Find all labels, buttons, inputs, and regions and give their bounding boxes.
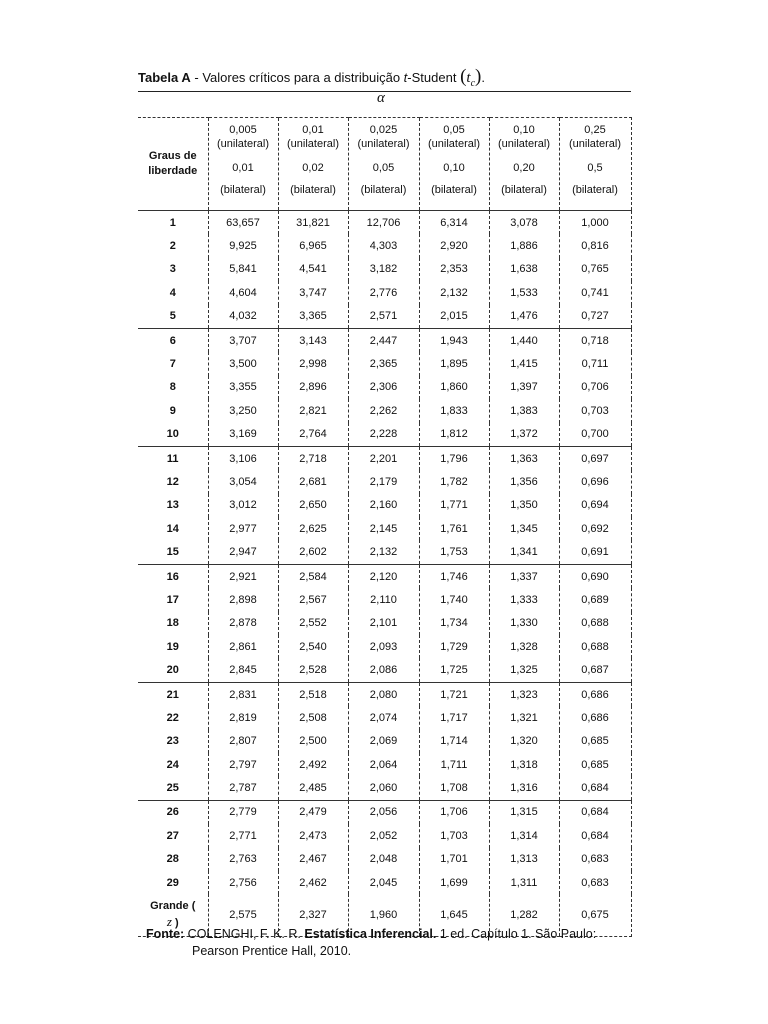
unilateral-label: (unilateral): [357, 138, 410, 150]
critical-value-cell: 1,895: [419, 352, 489, 375]
critical-value-cell: 2,821: [278, 399, 348, 422]
critical-value-cell: 0,696: [559, 470, 631, 493]
critical-value-cell: 0,711: [559, 352, 631, 375]
critical-value-cell: 1,415: [489, 352, 559, 375]
critical-value-cell: 0,718: [559, 328, 631, 352]
critical-value-cell: 2,132: [419, 281, 489, 304]
alpha-column-header: [559, 118, 631, 211]
alpha-bilateral-value: 0,5: [587, 162, 603, 174]
table-row: [138, 352, 631, 375]
critical-value-cell: 1,638: [489, 258, 559, 281]
critical-value-cell: 9,925: [208, 234, 278, 257]
critical-value-cell: 0,684: [559, 824, 631, 847]
critical-value-cell: 2,567: [278, 588, 348, 611]
df-cell: 10: [166, 428, 179, 441]
critical-value-cell: 1,318: [489, 753, 559, 776]
alpha-column-header: [348, 118, 419, 211]
table-row: [138, 517, 631, 540]
table-row: [138, 376, 631, 399]
critical-value-cell: 31,821: [278, 211, 348, 235]
critical-value-cell: 2,132: [348, 540, 419, 564]
critical-value-cell: 2,052: [348, 824, 419, 847]
critical-value-cell: 2,797: [208, 753, 278, 776]
large-label-close: ): [174, 917, 179, 930]
critical-value-cell: 3,747: [278, 281, 348, 304]
critical-value-cell: 0,691: [559, 540, 631, 564]
alpha-column-header: [208, 118, 278, 211]
critical-value-cell: 2,145: [348, 517, 419, 540]
critical-value-cell: 4,032: [208, 305, 278, 329]
table-row: [138, 328, 631, 352]
critical-value-cell: 2,060: [348, 776, 419, 800]
critical-value-cell: 1,960: [348, 894, 419, 937]
critical-value-cell: 1,321: [489, 706, 559, 729]
critical-value-cell: 1,320: [489, 730, 559, 753]
alpha-bilateral-value: 0,05: [372, 162, 395, 174]
critical-value-cell: 3,707: [208, 328, 278, 352]
bilateral-label: (bilateral): [290, 184, 336, 196]
alpha-unilateral-value: 0,05: [443, 124, 465, 136]
critical-value-cell: 2,508: [278, 706, 348, 729]
df-cell: 20: [166, 664, 179, 677]
critical-value-cell: 1,701: [419, 848, 489, 871]
critical-value-cell: 2,718: [278, 446, 348, 470]
critical-value-cell: 1,714: [419, 730, 489, 753]
critical-value-cell: 1,323: [489, 682, 559, 706]
critical-value-cell: 3,250: [208, 399, 278, 422]
critical-value-cell: 2,228: [348, 423, 419, 447]
critical-value-cell: 0,692: [559, 517, 631, 540]
unilateral-label: (unilateral): [217, 138, 269, 150]
alpha-bilateral-value: 0,01: [232, 162, 254, 174]
critical-value-cell: 1,734: [419, 612, 489, 635]
critical-value-cell: 2,485: [278, 776, 348, 800]
df-cell: 21: [138, 682, 208, 706]
critical-value-cell: 0,686: [559, 682, 631, 706]
table-row: [138, 658, 631, 682]
critical-value-cell: 2,064: [348, 753, 419, 776]
df-cell: 29: [166, 876, 179, 889]
critical-value-cell: 0,686: [559, 706, 631, 729]
caption-label: Tabela A: [138, 70, 191, 85]
critical-value-cell: 1,740: [419, 588, 489, 611]
critical-value-cell: 1,476: [489, 305, 559, 329]
critical-value-cell: 0,675: [559, 894, 631, 937]
table-row: [138, 234, 631, 257]
critical-value-cell: 2,179: [348, 470, 419, 493]
df-cell: 24: [166, 758, 179, 771]
critical-value-cell: 2,069: [348, 730, 419, 753]
z-symbol: z: [166, 914, 172, 930]
table-row: [138, 824, 631, 847]
source-authors: COLENGHI, F. K. R.: [184, 927, 305, 941]
critical-value-cell: 1,363: [489, 446, 559, 470]
table-body: [138, 211, 631, 937]
large-label: Grande (: [150, 900, 196, 913]
critical-value-cell: 1,721: [419, 682, 489, 706]
table-row: [138, 211, 631, 235]
critical-value-cell: 2,896: [278, 376, 348, 399]
df-cell: 4: [169, 286, 176, 299]
df-cell: 8: [169, 381, 176, 394]
bilateral-label: (bilateral): [501, 184, 547, 196]
critical-value-cell: 0,694: [559, 494, 631, 517]
critical-value-cell: 2,086: [348, 658, 419, 682]
critical-value-cell: 1,337: [489, 564, 559, 588]
df-cell: 7: [169, 358, 176, 371]
critical-value-cell: 2,353: [419, 258, 489, 281]
critical-value-cell: 2,584: [278, 564, 348, 588]
df-cell: 11: [138, 446, 208, 470]
t-student-table: [138, 117, 631, 937]
critical-value-cell: 0,683: [559, 848, 631, 871]
alpha-bilateral-value: 0,02: [302, 162, 324, 174]
table-row: [138, 564, 631, 588]
critical-value-cell: 0,684: [559, 776, 631, 800]
critical-value-cell: 2,365: [348, 352, 419, 375]
caption-tc-symbol: [466, 70, 476, 89]
critical-value-cell: 1,706: [419, 800, 489, 824]
critical-value-cell: 6,965: [278, 234, 348, 257]
critical-value-cell: 0,765: [559, 258, 631, 281]
table-row: [138, 494, 631, 517]
critical-value-cell: 2,056: [348, 800, 419, 824]
critical-value-cell: 0,689: [559, 588, 631, 611]
source-label: Fonte:: [146, 927, 185, 941]
critical-value-cell: 1,833: [419, 399, 489, 422]
critical-value-cell: 2,764: [278, 423, 348, 447]
table-row: [138, 399, 631, 422]
critical-value-cell: 2,681: [278, 470, 348, 493]
unilateral-label: (unilateral): [569, 138, 621, 150]
critical-value-cell: 1,333: [489, 588, 559, 611]
critical-value-cell: 4,303: [348, 234, 419, 257]
critical-value-cell: 1,725: [419, 658, 489, 682]
critical-value-cell: 0,685: [559, 730, 631, 753]
table-row: [138, 776, 631, 800]
critical-value-cell: 2,947: [208, 540, 278, 564]
critical-value-cell: 1,282: [489, 894, 559, 937]
critical-value-cell: 1,341: [489, 540, 559, 564]
critical-value-cell: 1,328: [489, 635, 559, 658]
critical-value-cell: 2,093: [348, 635, 419, 658]
critical-value-cell: 0,685: [559, 753, 631, 776]
table-row: [138, 588, 631, 611]
table-caption: [138, 66, 485, 89]
df-cell: 15: [166, 546, 179, 559]
caption-c-subscript: c: [470, 78, 476, 89]
table-row: [138, 423, 631, 447]
caption-text-2: -Student: [407, 70, 461, 85]
critical-value-cell: 1,000: [559, 211, 631, 235]
critical-value-cell: 0,727: [559, 305, 631, 329]
df-cell: 28: [166, 853, 179, 866]
critical-value-cell: 2,160: [348, 494, 419, 517]
critical-value-cell: 2,467: [278, 848, 348, 871]
critical-value-cell: 2,998: [278, 352, 348, 375]
table-row: [138, 258, 631, 281]
table-row: [138, 848, 631, 871]
source-note: [146, 926, 631, 960]
df-cell: 3: [169, 263, 176, 276]
critical-value-cell: 3,355: [208, 376, 278, 399]
critical-value-cell: 2,201: [348, 446, 419, 470]
df-cell: 26: [138, 800, 208, 824]
critical-value-cell: 1,440: [489, 328, 559, 352]
critical-value-cell: 1,325: [489, 658, 559, 682]
critical-value-cell: 0,703: [559, 399, 631, 422]
critical-value-cell: 4,604: [208, 281, 278, 304]
critical-value-cell: 0,683: [559, 871, 631, 894]
critical-value-cell: 3,169: [208, 423, 278, 447]
df-cell: 2: [169, 240, 176, 253]
critical-value-cell: 2,462: [278, 871, 348, 894]
caption-dash: -: [190, 70, 203, 85]
critical-value-cell: 63,657: [208, 211, 278, 235]
alpha-column-header: [489, 118, 559, 211]
table-row: [138, 612, 631, 635]
caption-text: Valores críticos para a distribuição: [202, 70, 404, 85]
critical-value-cell: 0,688: [559, 635, 631, 658]
critical-value-cell: 1,753: [419, 540, 489, 564]
critical-value-cell: 0,700: [559, 423, 631, 447]
df-cell: 25: [166, 782, 179, 795]
critical-value-cell: 6,314: [419, 211, 489, 235]
critical-value-cell: 2,528: [278, 658, 348, 682]
critical-value-cell: 1,796: [419, 446, 489, 470]
critical-value-cell: 2,492: [278, 753, 348, 776]
bilateral-label: (bilateral): [220, 184, 266, 196]
caption-paren-open: (: [460, 66, 467, 87]
critical-value-cell: 12,706: [348, 211, 419, 235]
critical-value-cell: 3,500: [208, 352, 278, 375]
df-cell: 6: [138, 328, 208, 352]
critical-value-cell: 1,746: [419, 564, 489, 588]
df-cell: 5: [169, 310, 176, 323]
critical-value-cell: 2,306: [348, 376, 419, 399]
critical-value-cell: 2,898: [208, 588, 278, 611]
critical-value-cell: 0,697: [559, 446, 631, 470]
table-row: [138, 800, 631, 824]
critical-value-cell: 2,080: [348, 682, 419, 706]
critical-value-cell: 1,703: [419, 824, 489, 847]
critical-value-cell: 1,330: [489, 612, 559, 635]
critical-value-cell: 1,729: [419, 635, 489, 658]
table-row: [138, 753, 631, 776]
critical-value-cell: 2,776: [348, 281, 419, 304]
critical-value-cell: 2,977: [208, 517, 278, 540]
critical-value-cell: 2,878: [208, 612, 278, 635]
table-row: [138, 871, 631, 894]
critical-value-cell: 1,860: [419, 376, 489, 399]
critical-value-cell: 2,552: [278, 612, 348, 635]
df-header-line-2: liberdade: [148, 165, 198, 177]
critical-value-cell: 2,015: [419, 305, 489, 329]
critical-value-cell: 1,372: [489, 423, 559, 447]
critical-value-cell: 1,943: [419, 328, 489, 352]
bilateral-label: (bilateral): [431, 184, 477, 196]
table-row: [138, 730, 631, 753]
critical-value-cell: 2,518: [278, 682, 348, 706]
caption-period: .: [481, 70, 485, 85]
source-publisher: Pearson Prentice Hall, 2010.: [192, 944, 352, 958]
table-row: [138, 470, 631, 493]
df-cell: 18: [166, 617, 179, 630]
critical-value-cell: 2,479: [278, 800, 348, 824]
critical-value-cell: 2,120: [348, 564, 419, 588]
critical-value-cell: 1,316: [489, 776, 559, 800]
df-cell: 27: [166, 829, 179, 842]
critical-value-cell: 1,315: [489, 800, 559, 824]
df-cell: 22: [166, 711, 179, 724]
caption-paren-close: ): [475, 66, 482, 87]
source-details: 1 ed. Capítulo 1. São Paulo:: [436, 927, 597, 941]
critical-value-cell: 2,575: [208, 894, 278, 937]
table-row: [138, 706, 631, 729]
critical-value-cell: 1,356: [489, 470, 559, 493]
table-header-row: [138, 118, 631, 211]
critical-value-cell: 1,708: [419, 776, 489, 800]
critical-value-cell: 2,787: [208, 776, 278, 800]
df-cell: 14: [166, 522, 179, 535]
critical-value-cell: 2,779: [208, 800, 278, 824]
alpha-unilateral-value: 0,10: [513, 124, 535, 136]
df-cell: 19: [166, 640, 179, 653]
critical-value-cell: 3,012: [208, 494, 278, 517]
critical-value-cell: 2,500: [278, 730, 348, 753]
df-header-line-1: Graus de: [148, 150, 197, 162]
critical-value-cell: 2,650: [278, 494, 348, 517]
critical-value-cell: 1,533: [489, 281, 559, 304]
critical-value-cell: 2,571: [348, 305, 419, 329]
critical-value-cell: 2,819: [208, 706, 278, 729]
alpha-bilateral-value: 0,20: [513, 162, 535, 174]
source-book-title: Estatística Inferencial.: [304, 927, 437, 941]
critical-value-cell: 1,717: [419, 706, 489, 729]
bilateral-label: (bilateral): [360, 184, 407, 196]
critical-value-cell: 0,687: [559, 658, 631, 682]
critical-value-cell: 2,920: [419, 234, 489, 257]
critical-value-cell: 5,841: [208, 258, 278, 281]
critical-value-cell: 1,383: [489, 399, 559, 422]
critical-value-cell: 1,761: [419, 517, 489, 540]
df-cell: 9: [169, 404, 176, 417]
critical-value-cell: 2,327: [278, 894, 348, 937]
critical-value-cell: 1,645: [419, 894, 489, 937]
critical-value-cell: 1,350: [489, 494, 559, 517]
critical-value-cell: 3,106: [208, 446, 278, 470]
critical-value-cell: 0,684: [559, 800, 631, 824]
critical-value-cell: 3,365: [278, 305, 348, 329]
critical-value-cell: 1,711: [419, 753, 489, 776]
critical-value-cell: 2,101: [348, 612, 419, 635]
critical-value-cell: 2,625: [278, 517, 348, 540]
critical-value-cell: 1,314: [489, 824, 559, 847]
critical-value-cell: 0,690: [559, 564, 631, 588]
alpha-unilateral-value: 0,01: [302, 124, 324, 136]
critical-value-cell: 2,262: [348, 399, 419, 422]
critical-value-cell: 3,182: [348, 258, 419, 281]
critical-value-cell: 2,763: [208, 848, 278, 871]
alpha-symbol: α: [377, 90, 385, 106]
critical-value-cell: 2,831: [208, 682, 278, 706]
critical-value-cell: 2,807: [208, 730, 278, 753]
critical-value-cell: 2,845: [208, 658, 278, 682]
critical-value-cell: 0,741: [559, 281, 631, 304]
table-row: [138, 635, 631, 658]
caption-t-symbol: t: [466, 70, 471, 86]
table-row: [138, 446, 631, 470]
critical-value-cell: 1,812: [419, 423, 489, 447]
table-row: [138, 540, 631, 564]
critical-value-cell: 2,473: [278, 824, 348, 847]
critical-value-cell: 2,771: [208, 824, 278, 847]
critical-value-cell: 1,782: [419, 470, 489, 493]
critical-value-cell: 2,045: [348, 871, 419, 894]
critical-value-cell: 1,397: [489, 376, 559, 399]
critical-value-cell: 4,541: [278, 258, 348, 281]
table-row: [138, 281, 631, 304]
unilateral-label: (unilateral): [498, 138, 550, 150]
alpha-column-header: [419, 118, 489, 211]
df-header: [138, 118, 208, 211]
critical-value-cell: 0,816: [559, 234, 631, 257]
df-cell: 17: [166, 593, 179, 606]
critical-value-cell: 1,886: [489, 234, 559, 257]
critical-value-cell: 2,110: [348, 588, 419, 611]
unilateral-label: (unilateral): [287, 138, 339, 150]
alpha-bilateral-value: 0,10: [443, 162, 465, 174]
alpha-unilateral-value: 0,025: [369, 124, 398, 136]
critical-value-cell: 1,345: [489, 517, 559, 540]
critical-value-cell: 0,688: [559, 612, 631, 635]
critical-value-cell: 3,143: [278, 328, 348, 352]
alpha-column-header: [278, 118, 348, 211]
critical-value-cell: 1,771: [419, 494, 489, 517]
df-cell: 16: [138, 564, 208, 588]
alpha-unilateral-value: 0,005: [229, 124, 257, 136]
df-cell: 12: [166, 475, 179, 488]
critical-value-cell: 1,699: [419, 871, 489, 894]
critical-value-cell: 1,311: [489, 871, 559, 894]
alpha-unilateral-value: 0,25: [584, 124, 606, 136]
unilateral-label: (unilateral): [428, 138, 480, 150]
critical-value-cell: 2,048: [348, 848, 419, 871]
df-cell: 1: [169, 216, 176, 229]
table-row: [138, 682, 631, 706]
critical-value-cell: 2,861: [208, 635, 278, 658]
df-cell: 23: [166, 735, 179, 748]
critical-value-cell: 3,054: [208, 470, 278, 493]
critical-value-cell: 1,313: [489, 848, 559, 871]
critical-value-cell: 2,074: [348, 706, 419, 729]
critical-value-cell: 2,447: [348, 328, 419, 352]
critical-values-table: [138, 117, 632, 937]
critical-value-cell: 2,921: [208, 564, 278, 588]
table-row: [138, 305, 631, 329]
df-cell: 13: [166, 499, 179, 512]
critical-value-cell: 3,078: [489, 211, 559, 235]
critical-value-cell: 2,602: [278, 540, 348, 564]
critical-value-cell: 2,540: [278, 635, 348, 658]
bilateral-label: (bilateral): [572, 184, 618, 196]
critical-value-cell: 2,756: [208, 871, 278, 894]
critical-value-cell: 0,706: [559, 376, 631, 399]
caption-t-italic: t: [403, 70, 408, 85]
